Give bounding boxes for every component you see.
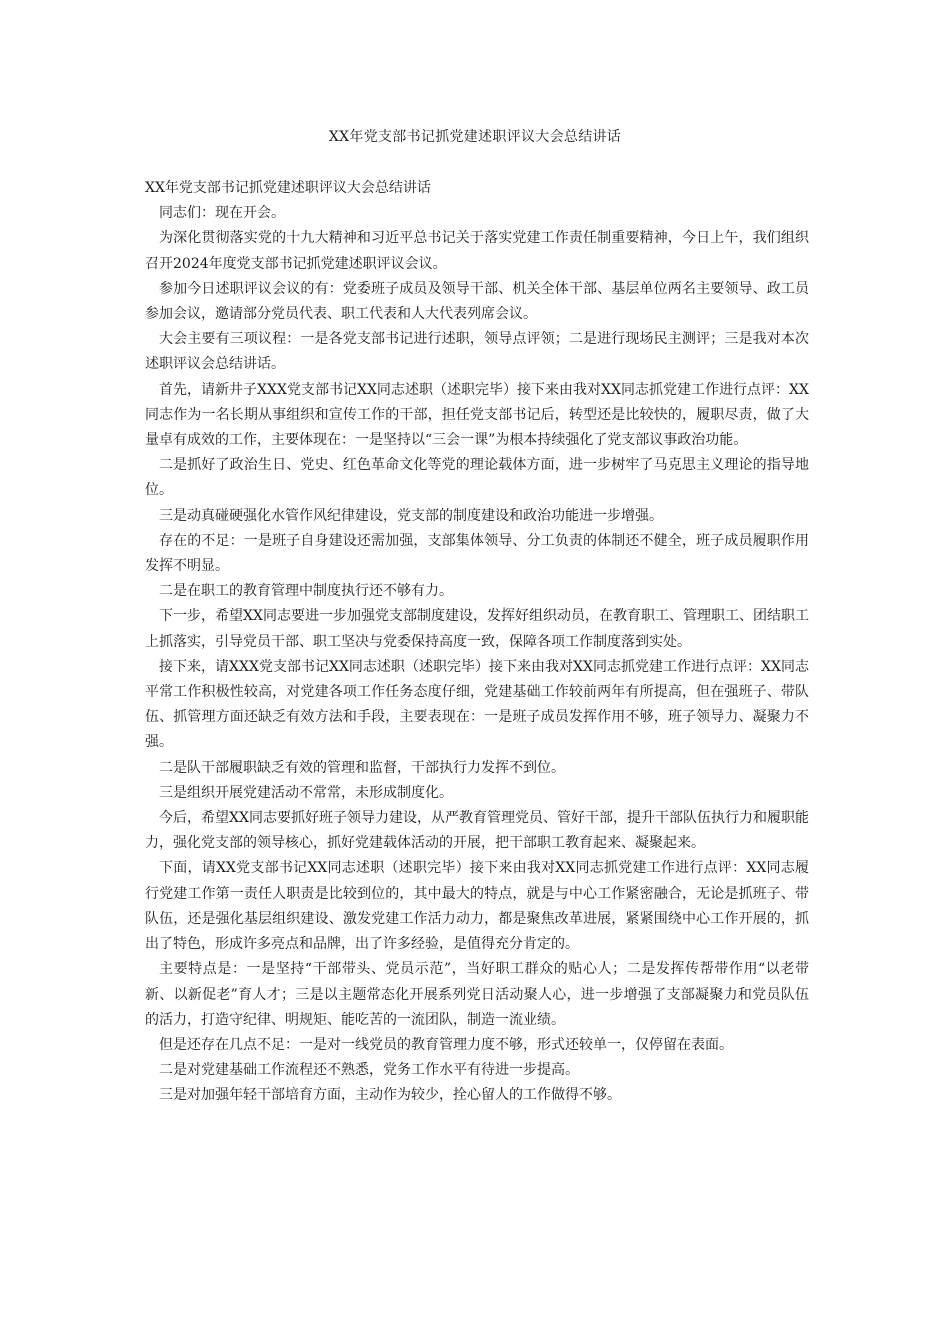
paragraph: 三是组织开展党建活动不常常，未形成制度化。 — [159, 784, 453, 801]
paragraph: 接下来，请XXX党支部书记XX同志述职（述职完毕）接下来由我对XX同志抓党建工作进行点评：XX同志平常工作积极性较高，对党建各项工作任务态度仔细，党建基础工作较前两年有所提高，但在强班子、带队伍、抓管理方面还缺乏有效方法和手段，主要表现在：一是班子成员发挥作用不够，班子领导力、凝聚力不强。 — [145, 658, 809, 751]
paragraph: 主要特点是：一是坚持“干部带头、党员示范”，当好职工群众的贴心人；二是发挥传帮带作用“以老带新、以新促老”育人才；三是以主题常态化开展系列党日活动聚人心，进一步增强了支部凝聚力和党员队伍的活力，打造守纪律、明规矩、能吃苦的一流团队，制造一流业绩。 — [145, 961, 809, 1028]
paragraph: 二是在职工的教育管理中制度执行还不够有力。 — [159, 583, 453, 600]
paragraph: 三是对加强年轻干部培育方面，主动作为较少，拴心留人的工作做得不够。 — [159, 1087, 621, 1104]
paragraph: 为深化贯彻落实党的十九大精神和习近平总书记关于落实党建工作责任制重要精神，今日上午，我们组织召开2024年度党支部书记抓党建述职评议会议。 — [145, 230, 809, 272]
paragraph: 但是还存在几点不足：一是对一线党员的教育管理力度不够，形式还较单一，仅停留在表面。 — [159, 1036, 733, 1053]
paragraph: 二是对党建基础工作流程还不熟悉，党务工作水平有待进一步提高。 — [159, 1062, 579, 1079]
paragraph: 二是队干部履职缺乏有效的管理和监督，干部执行力发挥不到位。 — [159, 759, 565, 776]
paragraph: 三是动真碰硬强化水管作风纪律建设，党支部的制度建设和政治功能进一步增强。 — [159, 507, 663, 524]
paragraph: 大会主要有三项议程：一是各党支部书记进行述职，领导点评领；二是进行现场民主测评；三是我对本次述职评议会总结讲话。 — [145, 331, 809, 373]
paragraph: 同志们：现在开会。 — [159, 205, 285, 222]
paragraph: 二是抓好了政治生日、党史、红色革命文化等党的理论载体方面，进一步树牢了马克思主义理论的指导地位。 — [145, 457, 809, 499]
paragraph-subtitle: XX年党支部书记抓党建述职评议大会总结讲话 — [145, 180, 431, 196]
paragraph: 存在的不足：一是班子自身建设还需加强，支部集体领导、分工负责的体制还不健全，班子成员履职作用发挥不明显。 — [145, 532, 809, 575]
paragraph: 下面，请XX党支部书记XX同志述职（述职完毕）接下来由我对XX同志抓党建工作进行点评：XX同志履行党建工作第一责任人职责是比较到位的，其中最大的特点，就是与中心工作紧密融合，无论是抓班子、带队伍，还是强化基层组织建设、激发党建工作活力动力，都是聚焦改革进展，紧紧围绕中心工作开展的，抓出了特色，形成许多亮点和品牌，出了许多经验，是值得充分肯定的。 — [145, 860, 809, 953]
paragraph: 下一步，希望XX同志要进一步加强党支部制度建设，发挥好组织动员，在教育职工、管理职工、团结职工上抓落实，引导党员干部、职工坚决与党委保持高度一致，保障各项工作制度落到实处。 — [145, 608, 809, 650]
paragraph: 首先，请新井子XXX党支部书记XX同志述职（述职完毕）接下来由我对XX同志抓党建工作进行点评：XX同志作为一名长期从事组织和宣传工作的干部，担任党支部书记后，转型还是比较快的，履职尽责，做了大量卓有成效的工作，主要体现在：一是坚持以“三会一课”为根本持续强化了党支部议事政治功能。 — [145, 381, 809, 449]
paragraph: 今后，希望XX同志要抓好班子领导力建设，从严教育管理党员、管好干部，提升干部队伍执行力和履职能力，强化党支部的领导核心，抓好党建载体活动的开展，把干部职工教育起来、凝聚起来。 — [145, 810, 809, 852]
page-title: XX年党支部书记抓党建述职评议大会总结讲话 — [328, 129, 622, 145]
document-body — [145, 176, 809, 1109]
paragraph: 参加今日述职评议会议的有：党委班子成员及领导干部、机关全体干部、基层单位两名主要领导、政工员参加会议，邀请部分党员代表、职工代表和人大代表列席会议。 — [145, 280, 809, 323]
